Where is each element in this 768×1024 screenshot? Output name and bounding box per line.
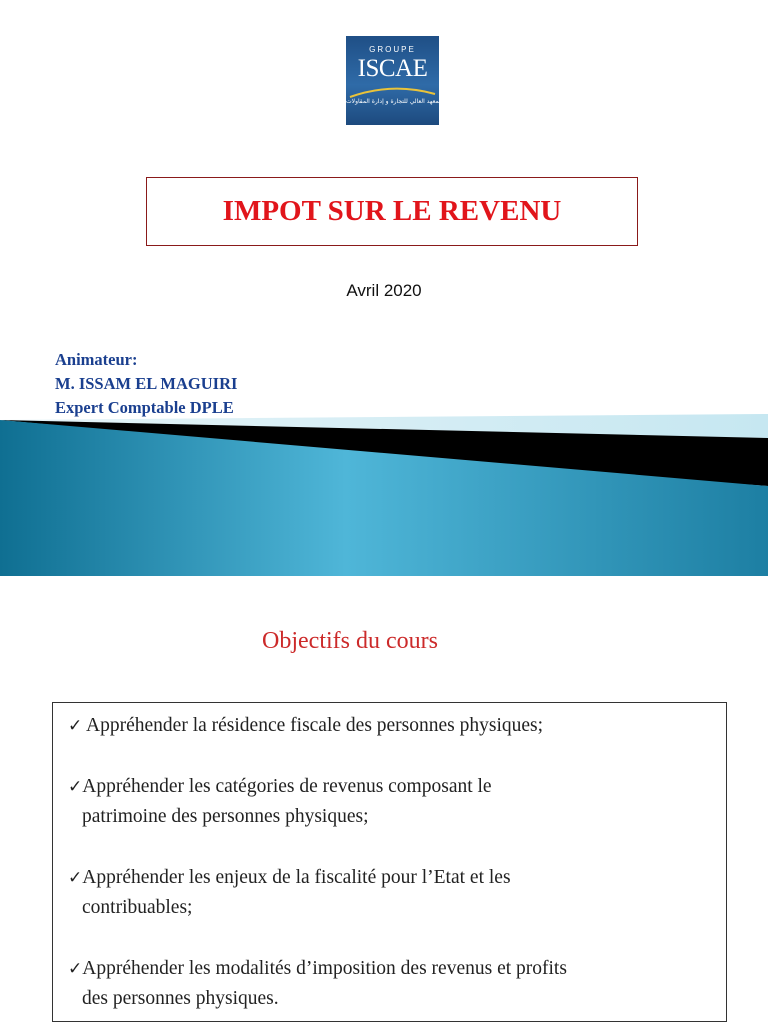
objective-item: ✓Appréhender les enjeux de la fiscalité pour l’Etat et les contribuables; xyxy=(68,867,511,918)
objective-item: ✓Appréhender les modalités d’imposition des revenus et profits des personnes physiques. xyxy=(68,958,567,1009)
objective-item: ✓Appréhender les catégories de revenus composant le patrimoine des personnes physiques; xyxy=(68,776,492,827)
checkmark-icon: ✓ xyxy=(68,777,83,797)
checkmark-icon: ✓ xyxy=(68,716,83,736)
checkmark-icon: ✓ xyxy=(68,959,83,979)
logo-subtitle-text: المعهد العالي للتجارة و إدارة المقاولات xyxy=(346,98,443,105)
objectives-box xyxy=(52,702,727,1022)
title-box xyxy=(146,177,638,246)
decorative-band xyxy=(0,400,768,576)
date-text: Avril 2020 xyxy=(346,281,422,300)
objectives-heading: Objectifs du cours xyxy=(262,628,438,654)
logo-name-text: ISCAE xyxy=(357,55,428,82)
presenter-role: Animateur: xyxy=(55,350,138,369)
iscae-logo xyxy=(346,36,443,125)
objective-item: ✓ Appréhender la résidence fiscale des personnes physiques; xyxy=(68,715,544,736)
checkmark-icon: ✓ xyxy=(68,868,83,888)
presenter-name: M. ISSAM EL MAGUIRI xyxy=(55,374,238,393)
logo-group-text: GROUPE xyxy=(369,45,416,54)
slide-title-text: IMPOT SUR LE REVENU xyxy=(222,195,562,227)
presenter-title: Expert Comptable DPLE xyxy=(55,398,234,417)
